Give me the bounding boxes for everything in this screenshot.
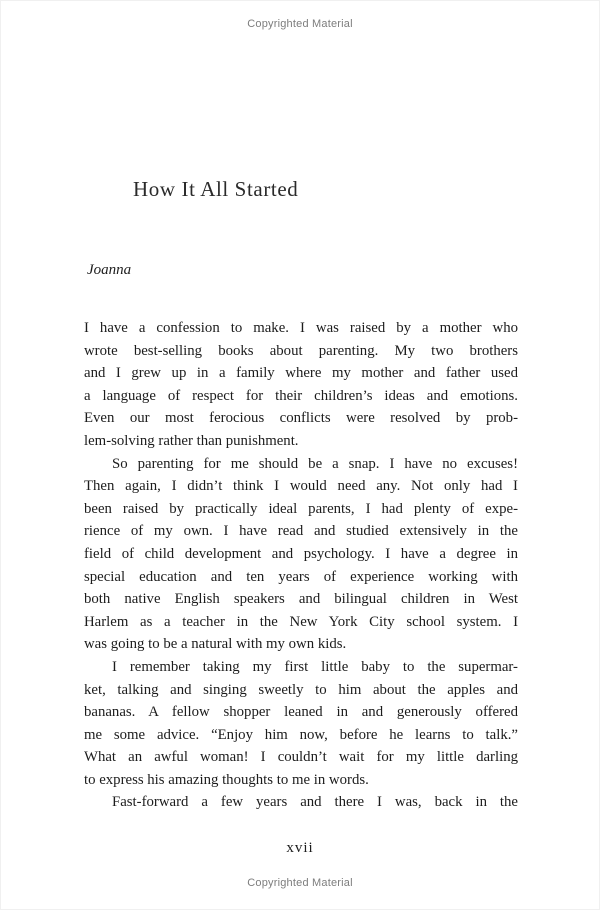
text-line: to express his amazing thoughts to me in words. <box>84 771 369 788</box>
text-line: I remember taking my first little baby to the supermar- <box>112 658 518 675</box>
text-line: rience of my own. I have read and studied extensively in the <box>84 523 518 540</box>
text-line: Fast-forward a few years and there I was, back in the <box>112 794 518 811</box>
text-line: Harlem as a teacher in the New York City school system. I <box>84 613 518 630</box>
copyright-notice-bottom: Copyrighted Material <box>247 877 353 889</box>
text-line: me some advice. “Enjoy him now, before he learns to talk.” <box>84 726 518 743</box>
text-line: been raised by practically ideal parents, I had plenty of expe- <box>84 500 518 517</box>
text-line: So parenting for me should be a snap. I have no excuses! <box>112 455 518 472</box>
chapter-title: How It All Started <box>133 177 299 201</box>
paragraph <box>84 656 518 792</box>
text-line: Then again, I didn’t think I would need any. Not only had I <box>84 478 518 495</box>
text-line: was going to be a natural with my own kids. <box>84 636 347 653</box>
text-line: ket, talking and singing sweetly to him about the apples and <box>84 681 518 698</box>
text-line: both native English speakers and bilingual children in West <box>84 591 518 608</box>
text-line: I have a confession to make. I was raised by a mother who <box>84 320 518 336</box>
text-line: Even our most ferocious conflicts were resolved by prob- <box>84 410 518 427</box>
text-line: special education and ten years of experience working with <box>84 568 518 585</box>
paragraph <box>84 317 518 453</box>
paragraph <box>84 791 518 814</box>
text-line: lem-solving rather than punishment. <box>84 432 299 449</box>
author-name: Joanna <box>87 262 132 278</box>
text-line: bananas. A fellow shopper leaned in and generously offered <box>84 704 518 721</box>
text-line: field of child development and psychology. I have a degree in <box>84 545 518 562</box>
paragraph <box>84 453 518 656</box>
text-line: and I grew up in a family where my mother and father used <box>84 365 518 382</box>
copyright-notice-top: Copyrighted Material <box>247 18 353 30</box>
page-number: xvii <box>286 840 314 856</box>
body-text <box>84 317 518 814</box>
text-line: a language of respect for their children’s ideas and emotions. <box>84 387 518 404</box>
text-line: wrote best-selling books about parenting. My two brothers <box>84 342 518 359</box>
text-line: What an awful woman! I couldn’t wait for my little darling <box>84 749 518 766</box>
